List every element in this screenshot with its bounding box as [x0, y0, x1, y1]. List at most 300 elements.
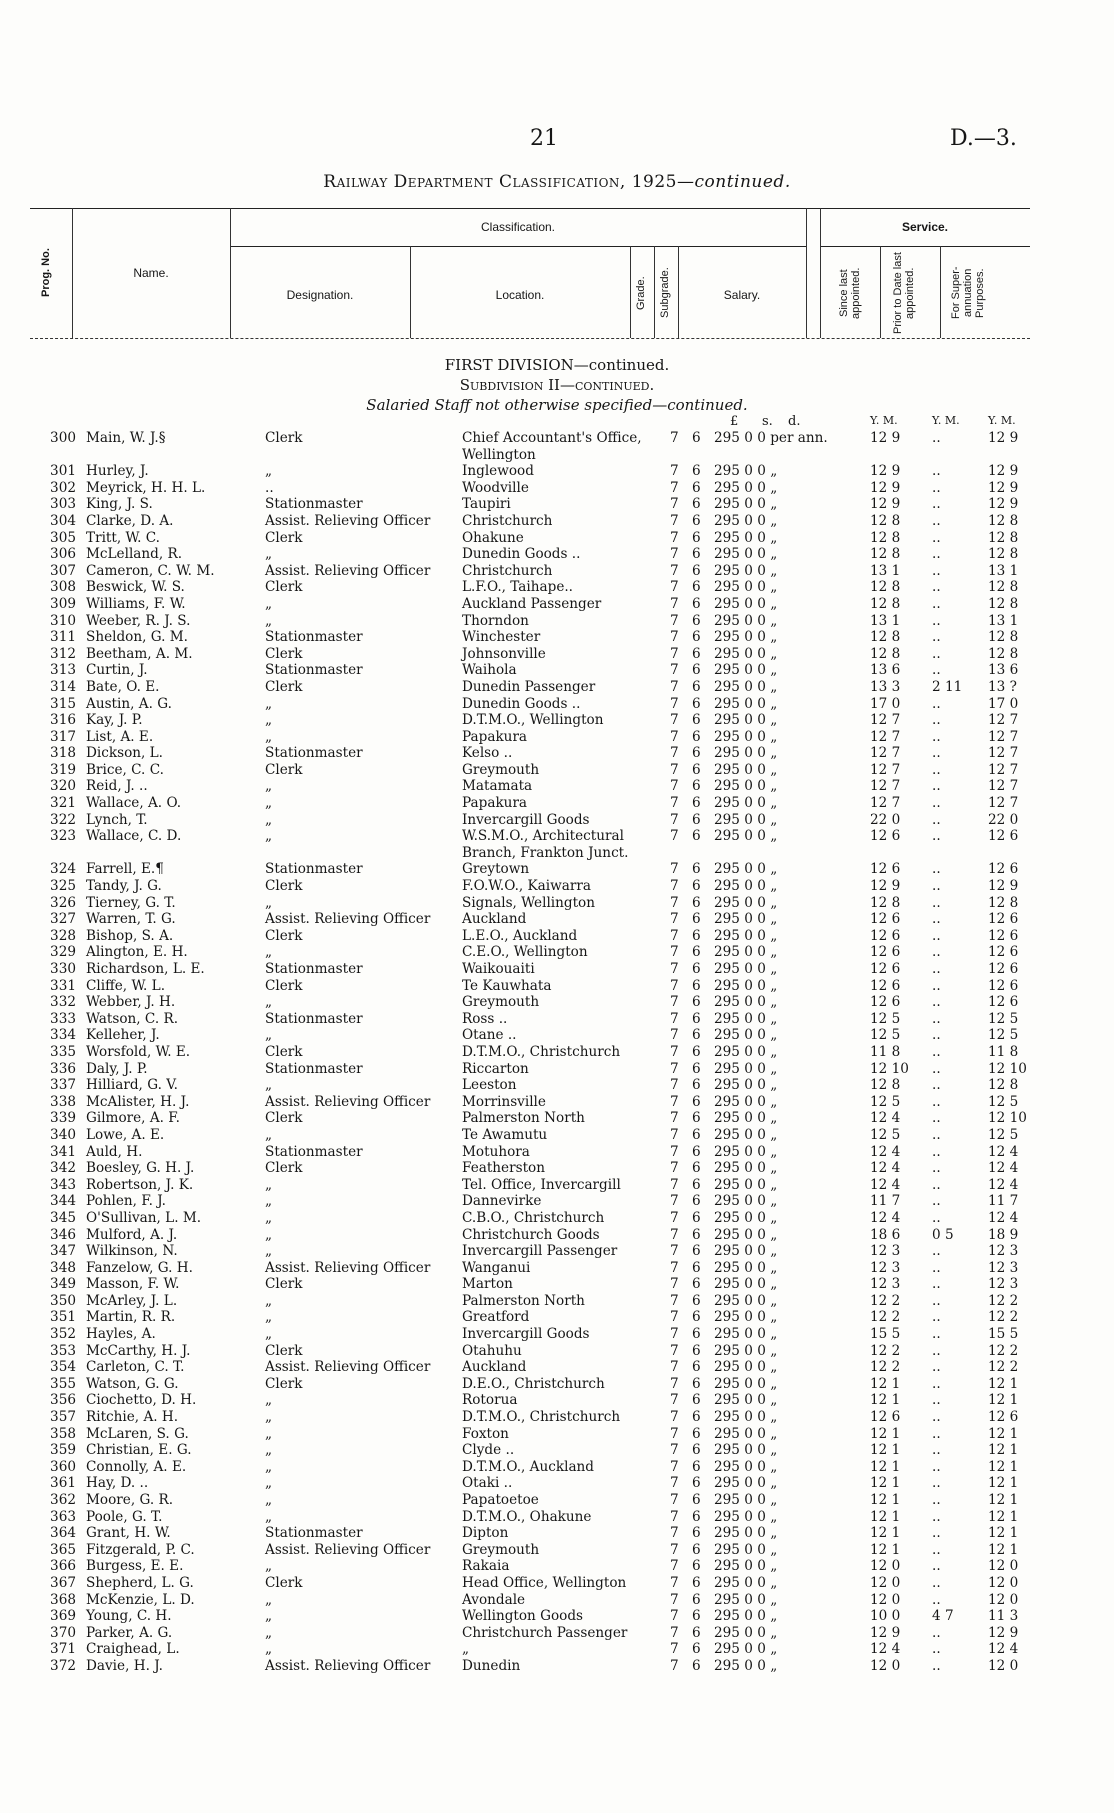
grade: 7 [670, 811, 679, 828]
salary: 295 0 0 „ [714, 1193, 778, 1210]
prior-to-last-appointed: .. [932, 1326, 941, 1343]
prior-to-last-appointed: .. [932, 1475, 941, 1492]
subgrade: 6 [692, 1077, 701, 1094]
since-last-appointed: 12 7 [870, 761, 901, 778]
service-rule [820, 246, 1030, 247]
subgrade: 6 [692, 1409, 701, 1426]
since-last-appointed: 12 7 [870, 795, 901, 812]
superannuation-service: 12 4 [988, 1209, 1019, 1226]
table-row [0, 1011, 1114, 1028]
since-last-appointed: 12 1 [870, 1375, 901, 1392]
prog-no: 316 [50, 712, 76, 729]
prog-no: 337 [50, 1077, 76, 1094]
subgrade: 6 [692, 911, 701, 928]
designation: „ [265, 1508, 273, 1525]
salary: 295 0 0 „ [714, 1541, 778, 1558]
superannuation-service: 12 8 [988, 894, 1019, 911]
designation: Clerk [265, 645, 303, 662]
since-last-appointed: 18 6 [870, 1226, 901, 1243]
grade: 7 [670, 1492, 679, 1508]
prior-to-last-appointed: .. [932, 1043, 941, 1060]
prog-no: 302 [50, 479, 76, 496]
prog-no: 314 [50, 678, 76, 695]
staff-name: King, J. S. [86, 496, 153, 513]
grade: 7 [670, 595, 679, 612]
location: D.E.O., Christchurch [462, 1375, 605, 1392]
prior-to-last-appointed: .. [932, 1624, 941, 1641]
col-divider-4 [630, 246, 631, 338]
grade: 7 [670, 430, 679, 446]
grade: 7 [670, 1276, 679, 1293]
prog-no: 360 [50, 1458, 76, 1475]
table-row [0, 1459, 1114, 1476]
grade: 7 [670, 496, 679, 513]
superannuation-service: 12 5 [988, 1027, 1019, 1044]
location: D.T.M.O., Auckland [462, 1458, 595, 1475]
since-last-appointed: 12 7 [870, 745, 901, 762]
since-last-appointed: 12 1 [870, 1458, 901, 1475]
prior-to-last-appointed: 0 5 [932, 1226, 954, 1243]
designation: „ [265, 546, 273, 563]
subgrade: 6 [692, 1541, 701, 1558]
table-row [0, 1392, 1114, 1409]
staff-name: Carleton, C. T. [86, 1359, 185, 1376]
designation: „ [265, 1442, 273, 1459]
location: Otaki .. [462, 1475, 513, 1492]
location: Dunedin Goods .. [462, 546, 581, 563]
grade: 7 [670, 1160, 679, 1177]
location: Auckland [462, 1359, 527, 1376]
grade: 7 [670, 1442, 679, 1459]
since-last-appointed: 12 3 [870, 1259, 901, 1276]
prior-to-last-appointed: .. [932, 1176, 941, 1193]
salary: 295 0 0 „ [714, 1259, 778, 1276]
superannuation-service: 12 1 [988, 1375, 1019, 1392]
designation: „ [265, 1126, 273, 1143]
staff-name: Bishop, S. A. [86, 927, 174, 944]
staff-name: Wallace, C. D. [86, 828, 182, 845]
superannuation-service: 12 1 [988, 1475, 1019, 1492]
designation: „ [265, 1243, 273, 1260]
grade: 7 [670, 1259, 679, 1276]
location: Woodville [462, 479, 529, 496]
subgrade: 6 [692, 878, 701, 895]
staff-name: Hayles, A. [86, 1326, 156, 1343]
superannuation-service: 12 9 [988, 430, 1019, 446]
superannuation-service: 12 9 [988, 1624, 1019, 1641]
prior-to-last-appointed: .. [932, 1392, 941, 1409]
designation: „ [265, 811, 273, 828]
staff-name: O'Sullivan, L. M. [86, 1209, 202, 1226]
salary: 295 0 0 „ [714, 1657, 778, 1674]
table-row [0, 928, 1114, 945]
table-row [0, 1210, 1114, 1227]
salary: 295 0 0 „ [714, 1574, 778, 1591]
grade: 7 [670, 695, 679, 712]
staff-name: Farrell, E.¶ [86, 861, 164, 878]
since-last-appointed: 12 7 [870, 712, 901, 729]
since-last-appointed: 12 1 [870, 1425, 901, 1442]
subgrade: 6 [692, 1160, 701, 1177]
salary: 295 0 0 „ [714, 1475, 778, 1492]
since-last-appointed: 12 1 [870, 1541, 901, 1558]
table-row [0, 1276, 1114, 1293]
since-last-appointed: 12 0 [870, 1558, 901, 1575]
title-main: Railway Department Classification, 1925 [323, 172, 677, 192]
subgrade: 6 [692, 1259, 701, 1276]
since-last-appointed: 12 1 [870, 1508, 901, 1525]
subgrade: 6 [692, 1276, 701, 1293]
staff-name: McKenzie, L. D. [86, 1591, 195, 1608]
subgrade: 6 [692, 828, 701, 845]
since-last-appointed: 12 4 [870, 1160, 901, 1177]
table-row [0, 729, 1114, 746]
unit-prior-to: Y. M. [932, 414, 960, 427]
prior-to-last-appointed: .. [932, 1276, 941, 1293]
since-last-appointed: 12 6 [870, 861, 901, 878]
table-row [0, 1127, 1114, 1144]
designation: Assist. Relieving Officer [265, 1259, 431, 1276]
superannuation-service: 12 0 [988, 1558, 1019, 1575]
prior-to-last-appointed: .. [932, 1591, 941, 1608]
prior-to-last-appointed: .. [932, 1160, 941, 1177]
designation: „ [265, 1176, 273, 1193]
location: Tel. Office, Invercargill [462, 1176, 621, 1193]
table-row [0, 1542, 1114, 1559]
subgrade: 6 [692, 712, 701, 729]
grade: 7 [670, 1657, 679, 1674]
since-last-appointed: 12 6 [870, 944, 901, 961]
table-row [0, 563, 1114, 580]
prog-no: 312 [50, 645, 76, 662]
prior-to-last-appointed: .. [932, 1409, 941, 1426]
subgrade: 6 [692, 1292, 701, 1309]
table-row [0, 496, 1114, 513]
superannuation-service: 12 9 [988, 878, 1019, 895]
superannuation-service: 12 9 [988, 496, 1019, 513]
since-last-appointed: 12 9 [870, 463, 901, 480]
prog-no: 328 [50, 927, 76, 944]
superannuation-service: 12 10 [988, 1110, 1027, 1127]
location: Greytown [462, 861, 530, 878]
prog-no: 368 [50, 1591, 76, 1608]
salary: 295 0 0 „ [714, 1077, 778, 1094]
staff-name: Watson, G. G. [86, 1375, 179, 1392]
since-last-appointed: 12 5 [870, 1027, 901, 1044]
superannuation-service: 13 1 [988, 612, 1019, 629]
prog-no: 321 [50, 795, 76, 812]
table-row [0, 530, 1114, 547]
unit-since-last: Y. M. [870, 414, 898, 427]
salary: 295 0 0 „ [714, 546, 778, 563]
salary: 295 0 0 „ [714, 795, 778, 812]
grade: 7 [670, 512, 679, 529]
prog-no: 301 [50, 463, 76, 480]
designation: Clerk [265, 977, 303, 994]
grade: 7 [670, 662, 679, 679]
since-last-appointed: 12 1 [870, 1475, 901, 1492]
subgrade: 6 [692, 1126, 701, 1143]
prog-no: 345 [50, 1209, 76, 1226]
since-last-appointed: 12 9 [870, 496, 901, 513]
subgrade: 6 [692, 579, 701, 596]
superannuation-service: 12 8 [988, 529, 1019, 546]
salary: 295 0 0 „ [714, 1342, 778, 1359]
subgrade: 6 [692, 894, 701, 911]
superannuation-service: 12 4 [988, 1641, 1019, 1658]
prog-no: 334 [50, 1027, 76, 1044]
location: Rotorua [462, 1392, 518, 1409]
subgrade: 6 [692, 1375, 701, 1392]
superannuation-service: 13 1 [988, 562, 1019, 579]
superannuation-service: 11 3 [988, 1608, 1019, 1625]
title-suffix: —continued. [677, 172, 791, 192]
grade: 7 [670, 1558, 679, 1575]
location: Greatford [462, 1309, 530, 1326]
staff-name: Daly, J. P. [86, 1060, 148, 1077]
subgrade: 6 [692, 1591, 701, 1608]
since-last-appointed: 10 0 [870, 1608, 901, 1625]
designation: Assist. Relieving Officer [265, 1541, 431, 1558]
salary: 295 0 0 „ [714, 479, 778, 496]
location: Christchurch [462, 562, 553, 579]
salary: 295 0 0 „ [714, 562, 778, 579]
prior-to-last-appointed: .. [932, 811, 941, 828]
staff-name: Austin, A. G. [86, 695, 172, 712]
salary: 295 0 0 „ [714, 595, 778, 612]
subgrade: 6 [692, 629, 701, 646]
location: Invercargill Passenger [462, 1243, 618, 1260]
location: L.E.O., Auckland [462, 927, 578, 944]
since-last-appointed: 11 7 [870, 1193, 901, 1210]
designation: „ [265, 695, 273, 712]
location: Signals, Wellington [462, 894, 595, 911]
table-row [0, 795, 1114, 812]
designation: Clerk [265, 761, 303, 778]
salary: 295 0 0 „ [714, 1176, 778, 1193]
staff-name: Main, W. J.§ [86, 430, 166, 446]
staff-name: Lynch, T. [86, 811, 148, 828]
prog-no: 332 [50, 994, 76, 1011]
salary: 295 0 0 „ [714, 1508, 778, 1525]
table-row [0, 1475, 1114, 1492]
prog-no: 303 [50, 496, 76, 513]
table-row [0, 1193, 1114, 1210]
grade: 7 [670, 861, 679, 878]
table-row [0, 1227, 1114, 1244]
prog-no: 365 [50, 1541, 76, 1558]
designation: Clerk [265, 1276, 303, 1293]
designation: Assist. Relieving Officer [265, 1359, 431, 1376]
salary: 295 0 0 „ [714, 1060, 778, 1077]
staff-name: Burgess, E. E. [86, 1558, 184, 1575]
since-last-appointed: 12 3 [870, 1243, 901, 1260]
designation: „ [265, 894, 273, 911]
table-row [0, 712, 1114, 729]
salary: 295 0 0 „ [714, 1492, 778, 1508]
grade: 7 [670, 1541, 679, 1558]
prior-to-last-appointed: .. [932, 894, 941, 911]
staff-name: Mulford, A. J. [86, 1226, 178, 1243]
prog-no: 343 [50, 1176, 76, 1193]
location: W.S.M.O., Architectural Branch, Frankton Junct. [462, 828, 629, 861]
superannuation-service: 12 1 [988, 1425, 1019, 1442]
subgrade: 6 [692, 1425, 701, 1442]
staff-name: Boesley, G. H. J. [86, 1160, 195, 1177]
location: Christchurch Goods [462, 1226, 600, 1243]
location: „ [462, 1641, 470, 1658]
since-last-appointed: 12 8 [870, 529, 901, 546]
table-row [0, 895, 1114, 912]
table-row [0, 1426, 1114, 1443]
since-last-appointed: 12 6 [870, 828, 901, 845]
staff-name: Tritt, W. C. [86, 529, 160, 546]
prior-to-last-appointed: .. [932, 927, 941, 944]
subgrade: 6 [692, 662, 701, 679]
grade: 7 [670, 1574, 679, 1591]
prior-to-last-appointed: .. [932, 529, 941, 546]
prog-no: 335 [50, 1043, 76, 1060]
grade: 7 [670, 678, 679, 695]
designation: „ [265, 1608, 273, 1625]
prog-no: 358 [50, 1425, 76, 1442]
subdivision-heading: Subdivision II—continued. [459, 376, 655, 394]
table-row [0, 1359, 1114, 1376]
grade: 7 [670, 1043, 679, 1060]
staff-name: Grant, H. W. [86, 1525, 171, 1542]
grade: 7 [670, 728, 679, 745]
table-row [0, 1658, 1114, 1675]
salary: 295 0 0 „ [714, 811, 778, 828]
table-row [0, 696, 1114, 713]
table-row [0, 1343, 1114, 1360]
prog-no: 353 [50, 1342, 76, 1359]
grade: 7 [670, 1591, 679, 1608]
superannuation-service: 13 ? [988, 678, 1017, 695]
prior-to-last-appointed: .. [932, 662, 941, 679]
location: Dannevirke [462, 1193, 542, 1210]
salary: 295 0 0 per ann. [714, 430, 828, 446]
designation: „ [265, 1641, 273, 1658]
staff-name: Meyrick, H. H. L. [86, 479, 206, 496]
prog-no: 354 [50, 1359, 76, 1376]
table-row [0, 1243, 1114, 1260]
prior-to-last-appointed: .. [932, 778, 941, 795]
designation: Stationmaster [265, 1143, 363, 1160]
since-last-appointed: 12 4 [870, 1209, 901, 1226]
designation: Assist. Relieving Officer [265, 1093, 431, 1110]
since-last-appointed: 12 9 [870, 479, 901, 496]
table-row [0, 463, 1114, 480]
staff-name: Fitzgerald, P. C. [86, 1541, 195, 1558]
prog-no: 372 [50, 1657, 76, 1674]
prog-no: 317 [50, 728, 76, 745]
table-row [0, 1177, 1114, 1194]
superannuation-service: 12 6 [988, 1409, 1019, 1426]
table-row [0, 828, 1114, 861]
grade: 7 [670, 1292, 679, 1309]
since-last-appointed: 17 0 [870, 695, 901, 712]
grade: 7 [670, 645, 679, 662]
prog-no: 326 [50, 894, 76, 911]
since-last-appointed: 15 5 [870, 1326, 901, 1343]
salary: 295 0 0 „ [714, 1608, 778, 1625]
subgrade: 6 [692, 529, 701, 546]
staff-name: Warren, T. G. [86, 911, 176, 928]
subgrade: 6 [692, 430, 701, 446]
staff-name: Christian, E. G. [86, 1442, 192, 1459]
prior-to-last-appointed: .. [932, 1193, 941, 1210]
prior-to-last-appointed: .. [932, 645, 941, 662]
staff-name: Cliffe, W. L. [86, 977, 166, 994]
prior-to-last-appointed: .. [932, 1525, 941, 1542]
location: Dipton [462, 1525, 509, 1542]
location: Clyde .. [462, 1442, 515, 1459]
superannuation-service: 12 6 [988, 927, 1019, 944]
prog-no: 319 [50, 761, 76, 778]
table-row [0, 1409, 1114, 1426]
superannuation-service: 12 6 [988, 861, 1019, 878]
since-last-appointed: 12 5 [870, 1093, 901, 1110]
header-service: Service. [901, 220, 949, 234]
since-last-appointed: 12 10 [870, 1060, 909, 1077]
subgrade: 6 [692, 1010, 701, 1027]
salary: 295 0 0 „ [714, 579, 778, 596]
superannuation-service: 12 9 [988, 463, 1019, 480]
staff-name: Hurley, J. [86, 463, 149, 480]
prog-no: 357 [50, 1409, 76, 1426]
prior-to-last-appointed: .. [932, 1110, 941, 1127]
header-classification: Classification. [480, 220, 556, 234]
superannuation-service: 12 3 [988, 1259, 1019, 1276]
since-last-appointed: 12 8 [870, 1077, 901, 1094]
subgrade: 6 [692, 1176, 701, 1193]
grade: 7 [670, 562, 679, 579]
prog-no: 306 [50, 546, 76, 563]
superannuation-service: 12 8 [988, 1077, 1019, 1094]
table-row [0, 1326, 1114, 1343]
since-last-appointed: 12 1 [870, 1492, 901, 1508]
table-row [0, 1077, 1114, 1094]
location: Winchester [462, 629, 541, 646]
subgrade: 6 [692, 1243, 701, 1260]
salary: 295 0 0 „ [714, 629, 778, 646]
location: C.B.O., Christchurch [462, 1209, 605, 1226]
designation: .. [265, 479, 274, 496]
since-last-appointed: 12 9 [870, 878, 901, 895]
subgrade: 6 [692, 1143, 701, 1160]
prior-to-last-appointed: .. [932, 1558, 941, 1575]
staff-name: Beswick, W. S. [86, 579, 185, 596]
superannuation-service: 12 7 [988, 745, 1019, 762]
location: Foxton [462, 1425, 509, 1442]
grade: 7 [670, 745, 679, 762]
prog-no: 355 [50, 1375, 76, 1392]
subgrade: 6 [692, 463, 701, 480]
table-row [0, 745, 1114, 762]
subgrade: 6 [692, 745, 701, 762]
staff-name: McArley, J. L. [86, 1292, 178, 1309]
subgrade: 6 [692, 1442, 701, 1459]
prior-to-last-appointed: .. [932, 1292, 941, 1309]
salary: 295 0 0 „ [714, 778, 778, 795]
location: Inglewood [462, 463, 534, 480]
prior-to-last-appointed: .. [932, 1425, 941, 1442]
table-row [0, 646, 1114, 663]
subgrade: 6 [692, 778, 701, 795]
salary: 295 0 0 „ [714, 728, 778, 745]
salary: 295 0 0 „ [714, 1309, 778, 1326]
